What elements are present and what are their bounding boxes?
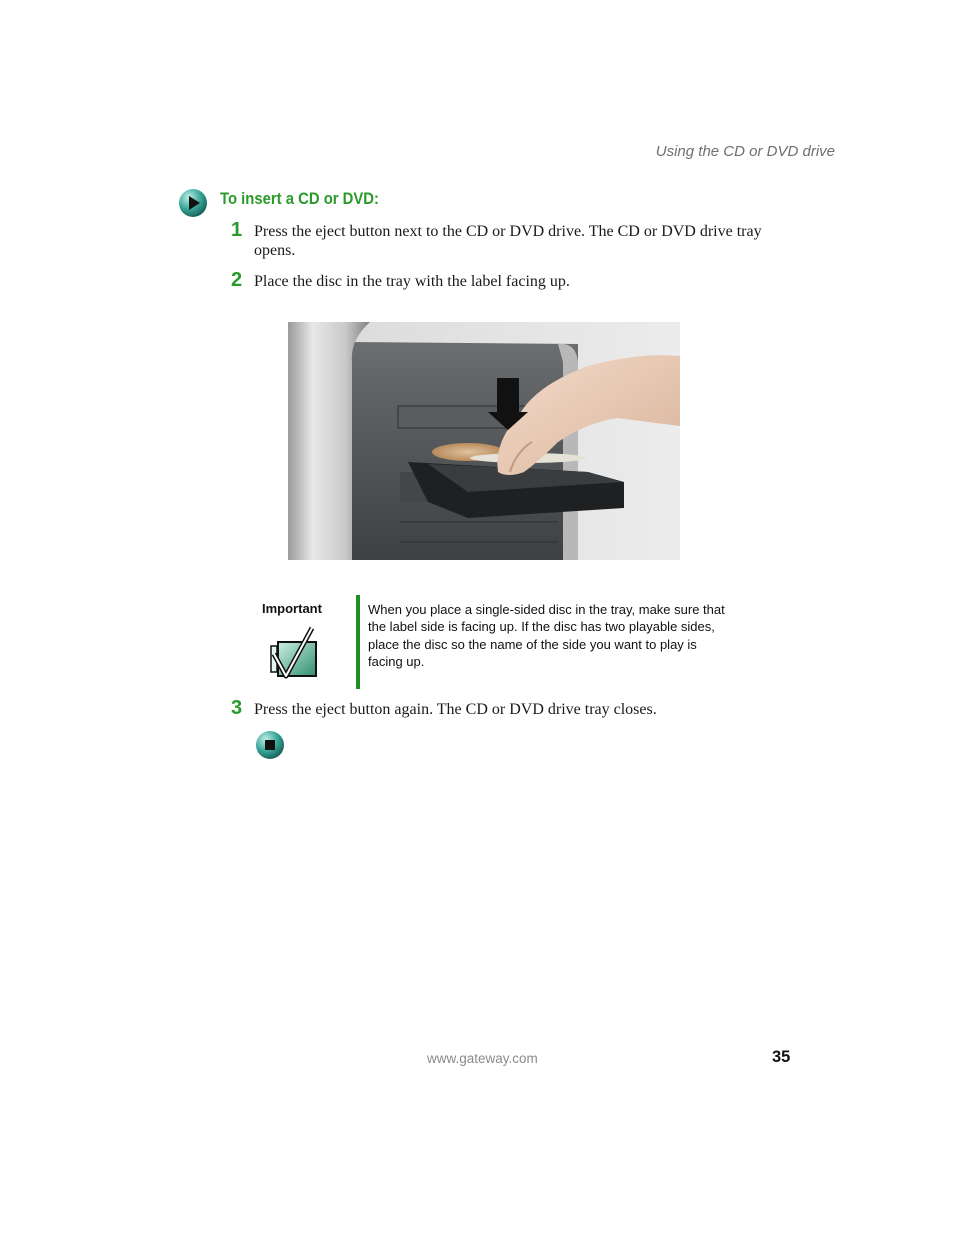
- step-text-1: Press the eject button next to the CD or DVD drive. The CD or DVD drive tray opens.: [254, 223, 762, 259]
- important-label: Important: [262, 601, 322, 616]
- step-number-3: 3: [231, 697, 243, 719]
- step-number-2: 2: [231, 269, 243, 291]
- procedure-end-icon: [255, 730, 285, 760]
- procedure-title: To insert a CD or DVD:: [220, 190, 379, 208]
- important-divider: [356, 595, 360, 689]
- step-text-3: Press the eject button again. The CD or DVD drive tray closes.: [254, 701, 657, 718]
- step-number-1: 1: [231, 219, 243, 241]
- disc-tray-photo: [288, 322, 680, 560]
- procedure-arrow-icon: [178, 188, 208, 218]
- page-number: 35: [772, 1048, 791, 1066]
- running-head: Using the CD or DVD drive: [655, 143, 835, 160]
- step-text-2: Place the disc in the tray with the label facing up.: [254, 273, 570, 290]
- important-text: When you place a single-sided disc in the tray, make sure that the label side is facing up. If the disc has two playable sides, place the disc so the name of the side you want to play is facing up.: [368, 602, 725, 669]
- footer-url: www.gateway.com: [427, 1051, 538, 1066]
- checkmark-icon: [268, 624, 322, 682]
